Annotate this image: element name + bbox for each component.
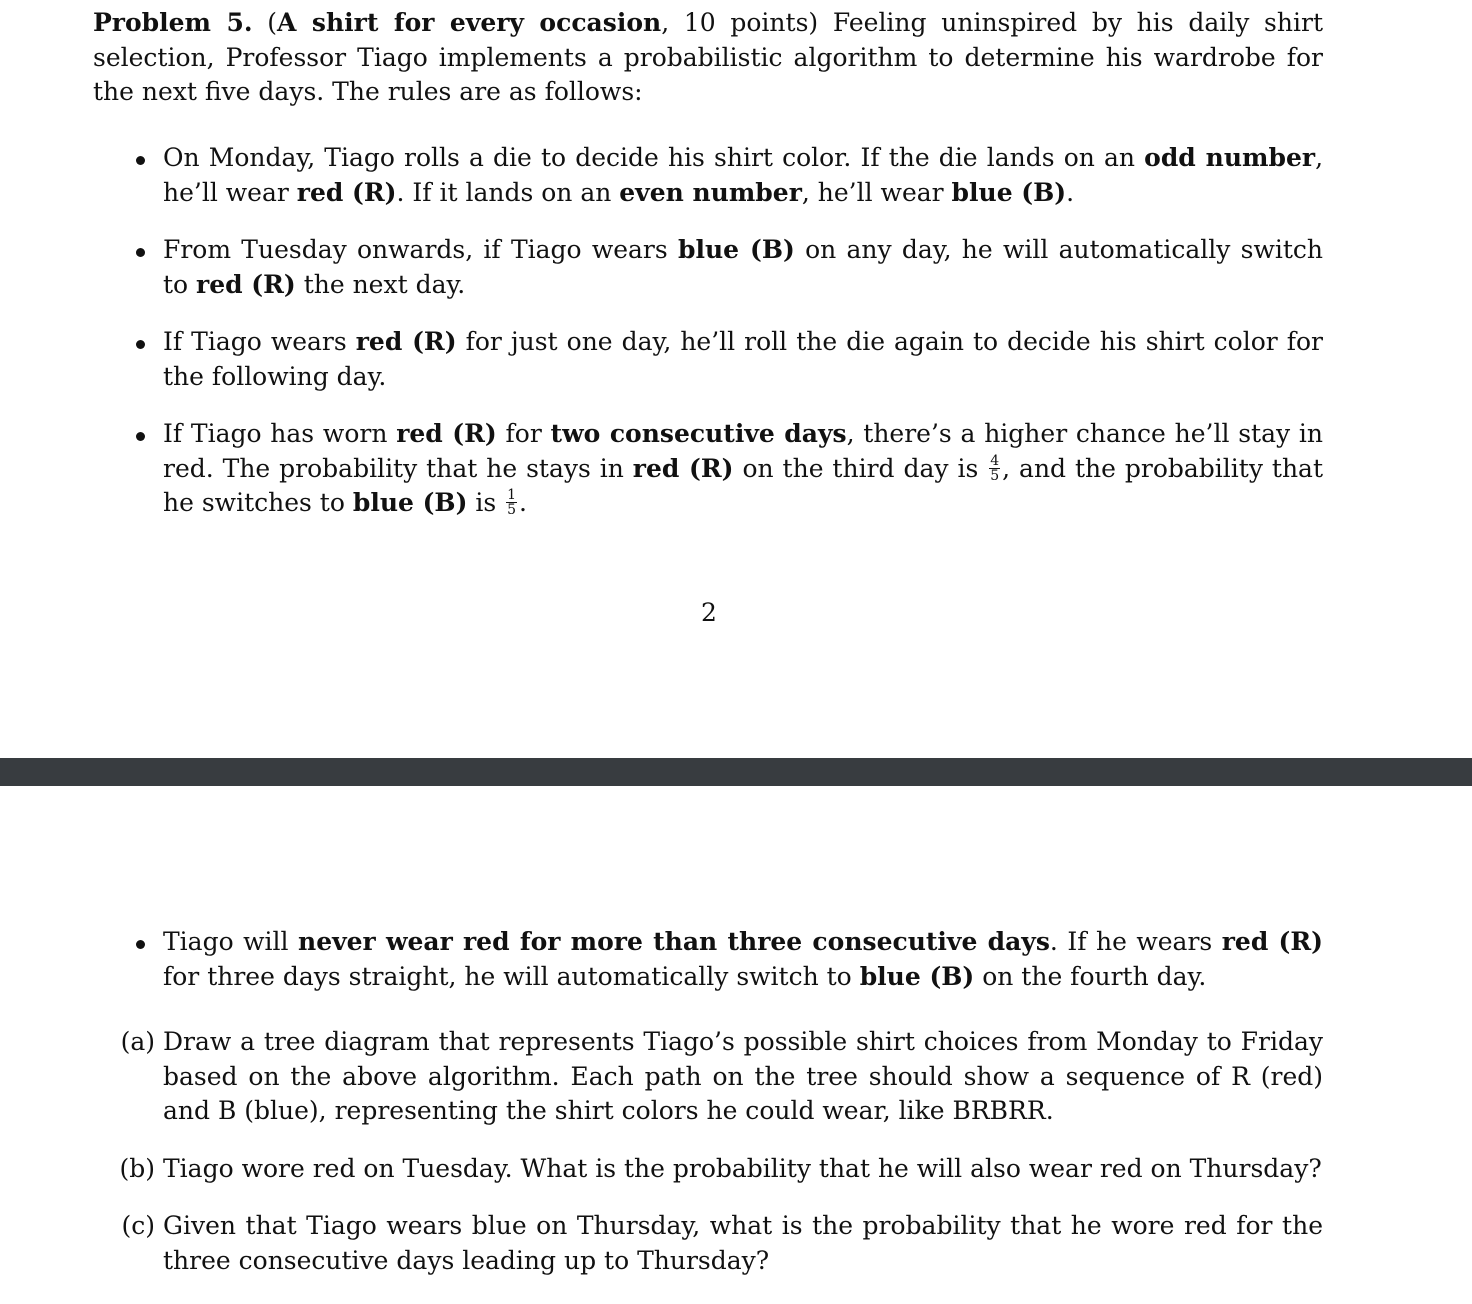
question-part-b [119,1152,1323,1187]
bullet-icon [136,940,145,949]
question-part-a [120,1025,1323,1129]
rule-text: for just one day, he’ll roll the die again to decide his shirt color for the following day. [163,327,1323,391]
rule-text: If Tiago has worn [163,419,397,448]
problem-title-open: ( [267,8,278,37]
rule-text: . If it lands on an [396,177,620,207]
fraction-denominator: 5 [507,502,517,518]
rule-text: If Tiago wears [163,327,356,356]
rule-text: From Tuesday onwards, if Tiago wears [163,235,678,264]
rule-text: on the third day is [733,453,988,483]
problem-intro-text: Feeling uninspired by his daily shirt selection, Professor Tiago implements a probabilistic algorithm to determine his wardrobe for the next five days. The rules are as follows: [93,8,1323,106]
rule-emphasis: odd number [1144,143,1316,172]
question-text: Tiago wore red on Tuesday. What is the probability that he will also wear red on Thursday? [163,1154,1322,1183]
rule-text: the next day. [295,269,466,299]
rule-text: . [1066,177,1075,207]
rule-text: . If he wears [1049,927,1222,956]
question-text: Draw a tree diagram that represents Tiago’s possible shirt choices from Monday to Friday based on the above algorithm. Each path on the tree should show a sequence of R (red) and B (blue), representing the shirt colors he could wear, like BRBRR. [163,1027,1323,1125]
question-text: Given that Tiago wears blue on Thursday, what is the probability that he wore red for the three consecutive days leading up to Thursday? [163,1211,1323,1275]
rule-text: on the fourth day. [974,961,1207,991]
rule-text: for three days straight, he will automatically switch to [163,961,860,991]
rule-text: on any day, he will automatically switch to [163,235,1323,299]
rule-item-red-two-days [163,417,1323,521]
page-number: 2 [701,598,717,627]
rule-text: for [496,419,551,448]
question-label: (a) [120,1027,155,1056]
rule-item-blue-switch [163,233,1323,302]
rule-text: , he’ll wear [801,177,952,207]
rule-item-red-one-day [163,325,1323,394]
rule-text: , he’ll wear [163,143,1324,207]
rule-emphasis: two consecutive days [550,419,847,448]
rule-emphasis: red (R) [1221,927,1323,956]
rule-text: . [519,488,527,517]
fraction-four-fifths [989,454,1000,483]
rule-emphasis: blue (B) [677,235,795,264]
document-page-bottom [0,786,1472,1304]
rule-emphasis: red (R) [196,269,296,299]
rule-item-max-red [163,925,1323,994]
rule-text: , there’s a higher chance he’ll stay in red. The probability that he stays in [163,419,1323,483]
fraction-numerator: 4 [990,452,1000,469]
rule-text: On Monday, Tiago rolls a die to decide his shirt color. If the die lands on an [163,143,1145,172]
problem-points: , 10 points) [661,8,819,37]
page-separator [0,758,1472,786]
rule-text: is [467,488,505,517]
rule-emphasis: red (R) [632,453,734,483]
bullet-icon [136,248,145,257]
bullet-icon [136,156,145,165]
problem-heading: Problem 5. [93,8,253,37]
rule-emphasis: blue (B) [859,961,975,991]
question-label: (c) [121,1211,155,1240]
fraction-one-fifth [506,488,517,517]
rule-emphasis: red (R) [355,327,457,356]
rule-item-monday [163,141,1323,210]
rule-text: Tiago will [163,927,299,956]
rule-emphasis: blue (B) [352,488,468,517]
rule-emphasis: never wear red for more than three consecutive days [298,927,1050,956]
bullet-icon [136,340,145,349]
fraction-denominator: 5 [990,467,1000,484]
rule-text: , and the probability that he switches to [163,453,1324,517]
bullet-icon [136,432,145,441]
question-part-c [121,1209,1323,1278]
problem-intro [93,6,1323,110]
problem-title: A shirt for every occasion [277,8,662,37]
question-label: (b) [119,1154,155,1183]
rule-emphasis: blue (B) [951,177,1067,207]
fraction-numerator: 1 [507,487,517,503]
rule-emphasis: even number [619,177,802,207]
rule-emphasis: red (R) [296,177,397,207]
rule-emphasis: red (R) [396,419,497,448]
